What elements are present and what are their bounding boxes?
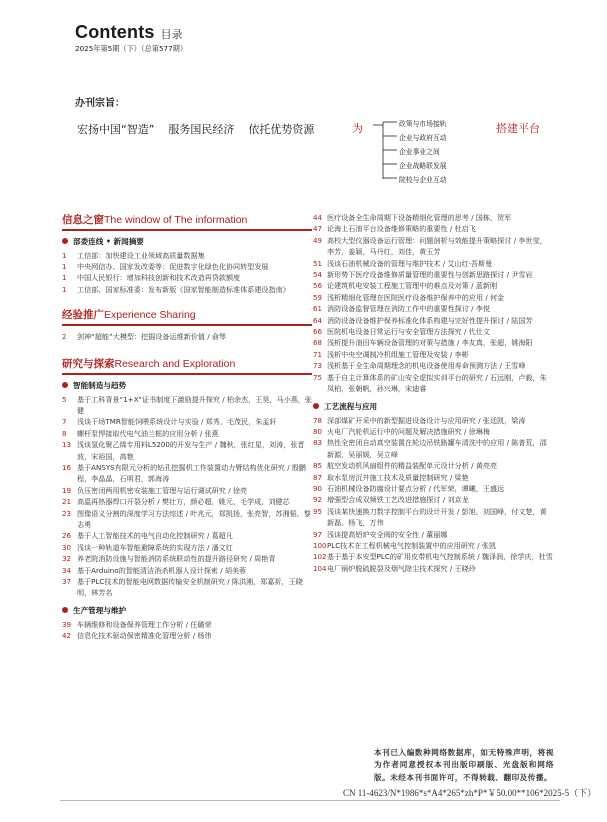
entry-text: 基于基于本安型PLC的矿用皮带机电气控制系统 / 魏泽润，徐学庆，杜雪 — [327, 552, 553, 562]
toc-entry — [313, 303, 553, 314]
entry-text: 图像语义分割的深度学习方法综述 / 叶兆元，郑凯扬，张亮智，苏湘韬，黎志勇 — [77, 508, 311, 529]
page-number: 32 — [62, 554, 72, 564]
toc-entry — [313, 235, 553, 258]
page-number: 59 — [313, 292, 323, 302]
page-number: 16 — [62, 462, 72, 472]
section-title-en: Experience Sharing — [104, 309, 196, 322]
issue-number: 2025年第5期（下）（总第577期） — [75, 44, 188, 53]
toc-entry — [313, 551, 553, 562]
toc-entry — [313, 360, 553, 371]
page-number: 39 — [62, 619, 72, 629]
page-number: 104 — [313, 563, 327, 573]
toc-entry — [62, 576, 312, 599]
section-title-cn: 研究与探索 — [62, 358, 115, 371]
page-number: 1 — [62, 284, 67, 294]
group-title-text: 生产管理与维护 — [73, 605, 127, 615]
toc-entry — [62, 542, 312, 553]
page-number: 83 — [313, 438, 323, 448]
page-number: 8 — [62, 428, 67, 438]
page-number: 90 — [313, 483, 323, 493]
page-number: 73 — [313, 361, 323, 371]
entry-text: 信息化技术驱动保密精准化管理分析 / 杨伟 — [77, 631, 212, 641]
page-number: 64 — [313, 315, 323, 325]
entry-text: 浅谈提高铝炉安全阀的安全性 / 董丽娜 — [327, 529, 448, 539]
page-number: 1 — [62, 273, 67, 283]
section-title — [62, 212, 312, 227]
group-title-text: 部委连线 • 新闻摘要 — [73, 236, 144, 246]
group-title-text: 智能制造与趋势 — [73, 380, 127, 390]
page-number: 51 — [313, 258, 323, 268]
group-title — [313, 401, 553, 412]
publication-code: CN 11-4623/N*1986*s*A4*265*zh*P*￥50.00**106*2025-5（下） — [343, 788, 597, 798]
entry-text: 取水泵房沉井施工技术及质量控制研究 / 梁艳 — [327, 472, 469, 482]
contents-header — [75, 22, 187, 54]
toc-entry — [313, 415, 553, 426]
toc-entry — [62, 331, 312, 342]
entry-text: 消防设备监督管理在消防工作中的重要性探讨 / 李悦 — [327, 304, 490, 314]
entry-text: 航空发动机风扇组件的精益装配单元设计分析 / 黄亮亮 — [327, 461, 498, 471]
entry-text: 基于人工智能技术的电气自动化控制研究 / 葛超凡 — [77, 531, 233, 541]
page-number: 19 — [62, 485, 72, 495]
entry-text: 火电厂汽轮机运行中的问题及解决措施研究 / 徐琳梅 — [327, 426, 490, 436]
toc-left-column — [62, 212, 312, 656]
toc-entry — [313, 529, 553, 540]
page-number: 7 — [62, 417, 67, 427]
page-number: 75 — [313, 372, 323, 382]
mission-label: 办刊宗旨： — [75, 98, 125, 109]
entry-text: 消防设备设备维护保养标准化体系构建与完好性提升探讨 / 陆国芳 — [327, 315, 533, 325]
entry-text: 中国人民银行：增加科技创新和技术改造再贷款额度 — [77, 273, 241, 283]
toc-entry — [62, 485, 312, 496]
page-number: 87 — [313, 472, 323, 482]
toc-section — [62, 356, 312, 642]
toc-entry — [313, 437, 553, 460]
entry-text: 热性全密闭自动真空装置在轮边吊铁路罐车清洗中的应用 / 陈普荒，邵新源，吴丽媛，吴立峰 — [327, 438, 547, 459]
entry-text: 深部煤矿开采中的新型掘进设备设计与应用研究 / 张廷凯，梁涛 — [327, 415, 526, 425]
page-number: 1 — [62, 250, 67, 260]
page-number: 85 — [313, 461, 323, 471]
page-number: 56 — [313, 281, 323, 291]
mission-bracket — [373, 118, 493, 182]
section-title — [62, 356, 312, 371]
toc-entry — [313, 280, 553, 291]
contents-title-cn: 目录 — [160, 28, 183, 41]
toc-entry — [313, 349, 553, 360]
mission-target: 企业战略联发展 — [399, 162, 447, 170]
toc-entry — [313, 506, 553, 529]
toc-entry — [62, 272, 312, 283]
page-number: 78 — [313, 415, 323, 425]
toc-entry — [313, 223, 553, 234]
mission-target: 企业事业之间 — [399, 148, 440, 156]
bottom-rule — [60, 800, 560, 801]
bullet-dot-icon — [62, 382, 68, 388]
toc-entry — [313, 460, 553, 471]
toc-entry — [62, 250, 312, 261]
toc-entry — [62, 416, 312, 427]
page-number: 5 — [62, 394, 67, 404]
entry-text: 浅析基于全生命周期理念的机电设备使用寿命预测方法 / 王雪峰 — [327, 361, 526, 371]
toc-entry — [62, 619, 312, 630]
page-number: 13 — [62, 440, 72, 450]
page-number: 2 — [62, 331, 67, 341]
page-number: 1 — [62, 261, 67, 271]
section-rule — [62, 324, 312, 326]
section-rule — [62, 373, 312, 375]
entry-text: 基于自主计算体系的矿山安全虚拟实训平台的研究 / 石远刚，卢毅，朱凤柏，张朝帆，孙兴琳，宋迪睿 — [327, 372, 547, 394]
entry-text: 医疗设备全生命周期下设备精细化管理的思考 / 国栋，贺军 — [327, 213, 512, 222]
toc-entry — [313, 483, 553, 494]
section-title — [62, 307, 312, 322]
entry-text: 养老院消防设施与智能消防系统联动性的提升路径研究 / 周艳青 — [77, 554, 276, 564]
page-number: 61 — [313, 304, 323, 314]
toc-section — [62, 307, 312, 342]
entry-text: 剑神“超能”大模型：挖掘设备运维新价值 / 俞琴 — [77, 331, 227, 341]
mission-word: 宏扬中国“智造” — [77, 123, 155, 136]
copyright-notice: 本刊已入编数种网络数据库，如无特殊声明，将视为作者同意授权本刊出版印刷版、光盘版和网络版。未经本刊书面许可，不得转载、翻印及传播。 — [374, 748, 554, 782]
page-number: 97 — [313, 529, 323, 539]
toc-entry — [62, 462, 312, 485]
toc-entry — [313, 426, 553, 437]
page-number: 95 — [313, 506, 323, 516]
entry-text: 浅谈氢化聚乙烯专用料L5200的开发与生产 / 魏秋，张红星，刘涛，张晋波，宋裕国，高艳 — [77, 440, 305, 461]
right-entries-top — [313, 212, 553, 395]
group-title — [62, 380, 312, 391]
toc-entry — [62, 530, 312, 541]
bullet-dot-icon — [62, 607, 68, 613]
toc-entry — [313, 472, 553, 483]
right-entries-bottom — [313, 415, 553, 575]
page-number: 102 — [313, 552, 327, 562]
page-number: 71 — [313, 349, 323, 359]
page-number: 54 — [313, 270, 323, 280]
entry-text: 螺杆泵悍接取代电气油兰框的应用分析 / 张燕 — [77, 428, 219, 438]
section-title-cn: 经验推广 — [62, 309, 104, 322]
group-title-text: 工艺流程与应用 — [324, 401, 378, 411]
page-number: 21 — [62, 497, 72, 507]
mission-word: 服务国民经济 — [168, 123, 235, 136]
page-number: 23 — [62, 508, 72, 518]
toc-entry — [313, 315, 553, 326]
mission-statement — [77, 121, 328, 137]
toc-entry — [62, 284, 312, 295]
toc-entry — [313, 372, 553, 395]
page-number: 30 — [62, 542, 72, 552]
entry-text: 论海上石油平台设备维修策略的重要性 / 杜启飞 — [327, 224, 476, 234]
toc-right-column — [313, 212, 553, 574]
entry-text: 浅析提升油田车辆设备管理的对策与措施 / 李友真，张超，姚海阳 — [327, 338, 533, 348]
entry-text: 基于Arduino的智能清洁消杀机器人设计探索 / 胡美蓉 — [77, 565, 247, 575]
toc-section — [62, 212, 312, 295]
toc-entry — [313, 212, 553, 223]
mission-target: 院校与企业互动 — [399, 176, 447, 184]
entry-text: 石油机械设备防腐设计要点分析 / 代军荣，谭曦，王盛远 — [327, 483, 505, 493]
entry-text: 基于工科背景“1+X”证书制度下激励提升探究 / 柏余杰，王昊，马小燕，张健 — [77, 394, 312, 415]
section-title-en: Research and Exploration — [114, 358, 236, 371]
entry-text: 增强型合成双频铁工艺改进措施探讨 / 刘京龙 — [327, 495, 469, 505]
toc-entry — [62, 394, 312, 417]
toc-entry — [313, 258, 553, 269]
entry-text: 高温再热器焊口开裂分析 / 樊壮方，颜必超，姚元，毛学成，刘健芯 — [77, 497, 290, 507]
section-title-cn: 信息之窗 — [62, 214, 104, 226]
entry-text: 浅谈干场TMR智能饲喂系统设计与实验 / 郑秀，毛茂民，朱孟轩 — [77, 417, 277, 427]
toc-entry — [313, 563, 553, 574]
toc-entry — [313, 292, 553, 303]
page-number: 68 — [313, 338, 323, 348]
page-number: 92 — [313, 495, 323, 505]
page-number: 37 — [62, 577, 72, 587]
group-title — [62, 236, 312, 247]
toc-entry — [62, 439, 312, 462]
bullet-dot-icon — [62, 238, 68, 244]
bullet-dot-icon — [313, 403, 319, 409]
page-number: 42 — [62, 631, 72, 641]
toc-entry — [62, 565, 312, 576]
page-number: 34 — [62, 565, 72, 575]
entry-text: 浅析精细化管理在医院医疗设备维护保养中的应用 / 何金 — [327, 292, 505, 302]
mission-wei: 为 — [352, 122, 363, 135]
mission-target: 政策与市场接轨 — [399, 120, 447, 128]
toc-entry — [62, 496, 312, 507]
entry-text: 新形势下医疗设备维修质量管理的重要性与创新思路探讨 / 尹雪岩 — [327, 270, 533, 280]
entry-text: 基于PLC技术的智能电网数据传输安全机制研究 / 陈洪湘，郑嘉祈，王晓明，林芳名 — [77, 577, 303, 598]
section-rule — [62, 229, 312, 231]
entry-text: 浅谈某快速换刀数字控制平台的设计开发 / 彭旭，刘国峰，付文楚，黄新磊，杨飞，万伟 — [327, 506, 547, 528]
entry-text: 工信部、国家标准委：发布新版《国家智能制造标准体系建设指南》 — [77, 284, 290, 294]
mission-target: 企业与政府互动 — [399, 134, 447, 142]
toc-entry — [313, 326, 553, 337]
entry-text: 中央网信办、国家发改委等：促进数字化绿色化协同转型发展 — [77, 261, 269, 271]
mission-goal: 搭建平台 — [496, 122, 540, 135]
entry-text: 电厂锅炉脱硫脱裂及烟气除尘技术探究 / 王晓玲 — [327, 563, 476, 573]
entry-text: 高校大型仪器设备运行管理：问题剖析与效能提升策略探讨 / 李世莹，李芳，姜颖，马丹红，刘佳，黄玉芳 — [327, 235, 547, 257]
entry-text: 论建筑机电安装工程施工管理中的难点及对策 / 蓝新刚 — [327, 281, 498, 291]
entry-text: 工信部：加快建设工业领域高质量数据集 — [77, 250, 205, 260]
toc-entry — [62, 508, 312, 531]
entry-text: PLC技术在工程机械电气控制装置中的应用研究 / 张凯 — [327, 540, 497, 550]
toc-entry — [62, 261, 312, 272]
section-title-en: The window of The information — [104, 214, 248, 226]
toc-entry — [62, 428, 312, 439]
toc-entry — [313, 269, 553, 280]
toc-entry — [62, 630, 312, 641]
page-number: 66 — [313, 327, 323, 337]
toc-entry — [313, 540, 553, 551]
entry-text: 负压密闭两用机密安装施工管理与运行调试研究 / 徐亮 — [77, 485, 248, 495]
entry-text: 浅析中央空调制冷机组施工管理及安装 / 李彬 — [327, 349, 469, 359]
entry-text: 浅谈石油机械设备的管理与维护技术 / 艾山红·吾斯曼 — [327, 258, 493, 268]
page-number: 44 — [313, 213, 323, 222]
entry-text: 医院机电设备日常运行与安全管理方法探究 / 代仕文 — [327, 327, 490, 337]
toc-entry — [62, 553, 312, 564]
group-title — [62, 605, 312, 616]
entry-text: 基于ANSYS有限元分析的钻孔挖掘机工作装置动力臂结构优化研究 / 殷鹏程，李晶晶，石明君，郭海涛 — [77, 462, 307, 484]
page-number: 26 — [62, 531, 72, 541]
entry-text: 车辆维修和设备保养管理工作分析 / 任璐荣 — [77, 619, 212, 629]
entry-text: 浅谈一种轨道车智能避障系统的实现方法 / 潘文红 — [77, 542, 233, 552]
toc-entry — [313, 337, 553, 348]
page-number: 47 — [313, 224, 323, 234]
mission-word: 依托优势资源 — [248, 123, 315, 136]
page-number: 100 — [313, 540, 327, 550]
page-number: 80 — [313, 426, 323, 436]
page-number: 49 — [313, 235, 323, 245]
toc-entry — [313, 494, 553, 505]
contents-title: Contents — [75, 22, 155, 42]
